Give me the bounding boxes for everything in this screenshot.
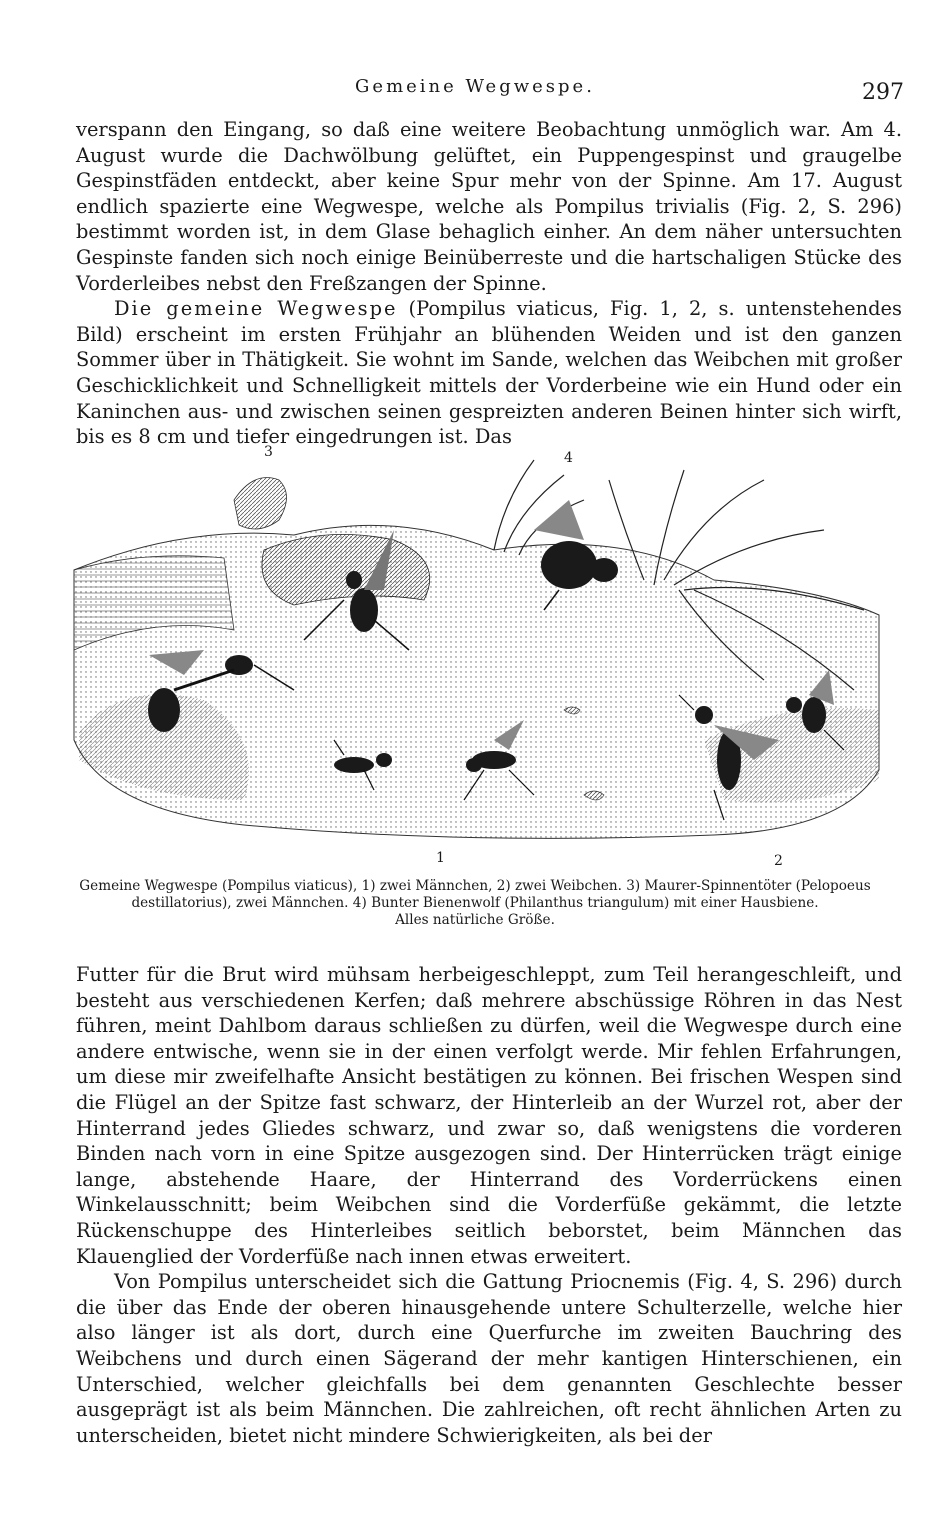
running-title: Gemeine Wegwespe. bbox=[355, 76, 595, 97]
paragraph-2-text: (Pompilus viaticus, Fig. 1, 2, s. untenstehendes Bild) erscheint im ersten Frühjahr an blühenden Weiden und ist den ganzen Sommer über in Thätigkeit. Sie wohnt im Sande, welchen das Weibchen mit großer Geschicklichkeit und Schnelligkeit mittels der Vorderbeine wie ein Hund oder ein Kaninchen aus- und zwischen seinen gespreizten anderen Beinen hinter sich wirft, bis es 8 cm und tiefer eingedrungen ist. Das bbox=[76, 297, 902, 449]
engraving-illustration bbox=[64, 440, 886, 870]
species-heading: Die gemeine Wegwespe bbox=[114, 297, 398, 321]
shrub bbox=[234, 478, 287, 530]
figure-label-4: 4 bbox=[564, 450, 573, 466]
page-number: 297 bbox=[862, 80, 904, 105]
caption-note: Alles natürliche Größe. bbox=[395, 912, 555, 928]
wasp-engraving bbox=[64, 440, 886, 870]
paragraph-1: verspann den Eingang, so daß eine weitere Beobachtung unmöglich war. Am 4. August wurde die Dachwölbung gelüftet, ein Puppengespinst und graugelbe Gespinstfäden entdeckt, aber keine Spur mehr von der Spinne. Am 17. August endlich spazierte eine Wegwespe, welche als Pompilus trivialis (Fig. 2, S. 296) bestimmt worden ist, in dem Glase behaglich einher. An dem näher untersuchten Gespinste fanden sich noch einige Beinüberreste und die hartschaligen Stücke des Vorderleibes nebst den Freßzangen der Spinne. bbox=[76, 118, 902, 295]
figure-label-2: 2 bbox=[774, 853, 783, 869]
paragraph-2 bbox=[76, 296, 902, 450]
body-text-top bbox=[76, 117, 902, 450]
figure-label-3: 3 bbox=[264, 444, 273, 460]
paragraph-3: Futter für die Brut wird mühsam herbeigeschleppt, zum Teil herangeschleift, und besteht aus verschiedenen Kerfen; daß mehrere abschüssige Röhren in das Nest führen, meint Dahlbom daraus schließen zu dürfen, weil die Wegwespe durch eine andere entwische, wenn sie in der einen verfolgt werde. Mir fehlen Erfahrungen, um diese mir zweifelhafte Ansicht bestätigen zu können. Bei frischen Wespen sind die Flügel an der Spitze fast schwarz, der Hinterleib an der Wurzel rot, aber der Hinterrand jedes Gliedes schwarz, und zwar so, daß wenigstens die vorderen Binden nach vorn in eine Spitze ausgezogen sind. Der Hinterrücken trägt einige lange, abstehende Haare, der Hinterrand des Vorderrückens einen Winkelausschnitt; beim Weibchen sind die Vorderfüße gekämmt, die letzte Rückenschuppe des Hinterleibes seitlich beborstet, beim Männchen das Klauenglied der Vorderfüße nach innen etwas erweitert. bbox=[76, 963, 902, 1268]
burrow-mound bbox=[262, 534, 430, 605]
paragraph-4: Von Pompilus unterscheidet sich die Gattung Priocnemis (Fig. 4, S. 296) durch die über das Ende der oberen hinausgehende untere Schulterzelle, welche hier also länger ist als dort, durch eine Querfurche im zweiten Bauchring des Weibchens und durch einen Sägerand der mehr kantigen Hinterschienen, ein Unterschied, welcher gleichfalls bei dem genannten Geschlechte besser ausgeprägt ist als beim Männchen. Die zahlreichen, oft recht ähnlichen Arten zu unterscheiden, bietet nicht mindere Schwierigkeiten, als bei der bbox=[76, 1270, 902, 1447]
figure-label-1: 1 bbox=[436, 850, 445, 866]
body-text-bottom bbox=[76, 962, 902, 1448]
caption-text: Gemeine Wegwespe (Pompilus viaticus), 1) zwei Männchen, 2) zwei Weibchen. 3) Maurer-Spinnentöter (Pelopoeus destillatorius), zwei Männchen. 4) Bunter Bienenwolf (Philanthus triangulum) mit einer Hausbiene. bbox=[79, 878, 871, 911]
figure-caption bbox=[64, 878, 886, 929]
